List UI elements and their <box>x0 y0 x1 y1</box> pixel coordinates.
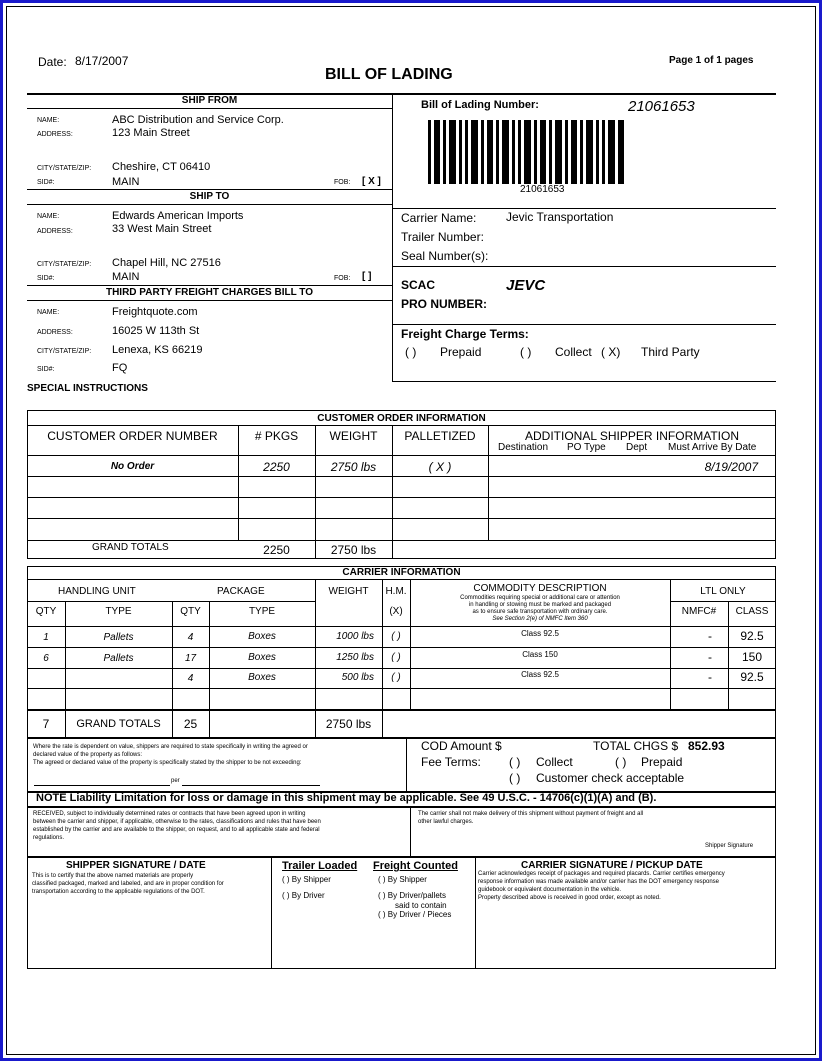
ci-row3-pkg-type: Boxes <box>248 672 276 683</box>
ci-row3-nmfc: - <box>708 670 712 684</box>
freight-by-driver-pieces-checkbox[interactable]: ( ) By Driver / Pieces <box>378 910 452 919</box>
ship-from-city-label: CITY/STATE/ZIP: <box>37 165 92 172</box>
ci-row1-hm-checkbox[interactable]: ( ) <box>391 631 401 642</box>
value-note-1: Where the rate is dependent on value, shippers are required to state specifically in writing the agreed or <box>33 744 308 750</box>
liability-rule-bottom <box>27 806 776 808</box>
bol-number-label: Bill of Lading Number: <box>421 99 539 111</box>
carrier-info-heading: CARRIER INFORMATION <box>342 567 461 578</box>
ship-from-name: ABC Distribution and Service Corp. <box>112 114 284 126</box>
ci-rule-1 <box>27 579 776 580</box>
fee-terms-label: Fee Terms: <box>421 755 481 769</box>
date-value: 8/17/2007 <box>75 54 129 68</box>
carrier-text-3: guidebook or equivalent documentation in the vehicle. <box>478 887 622 893</box>
barcode <box>428 120 624 184</box>
ship-to-city: Chapel Hill, NC 27516 <box>112 257 221 269</box>
commodity-note-1: Commodities requiring special or additional care or attention <box>460 595 620 601</box>
ci-row2-weight: 1250 lbs <box>336 652 374 663</box>
ship-from-fob-label: FOB: <box>334 179 351 186</box>
third-party-name-label: NAME: <box>37 309 60 316</box>
ci-row2-pkg-type: Boxes <box>248 652 276 663</box>
special-instructions-label: SPECIAL INSTRUCTIONS <box>27 383 148 394</box>
ship-to-name: Edwards American Imports <box>112 210 244 222</box>
customer-check-checkbox[interactable]: ( ) <box>509 771 521 785</box>
col-commodity: COMMODITY DESCRIPTION <box>473 583 607 594</box>
ship-from-rule <box>27 189 392 190</box>
co-rule-5 <box>27 518 776 519</box>
ci-row1-hu-type: Pallets <box>103 632 134 643</box>
col-pkg-qty: QTY <box>180 606 201 617</box>
shipper-signature-heading: SHIPPER SIGNATURE / DATE <box>66 860 206 871</box>
ci-row2-hu-qty: 6 <box>43 653 49 664</box>
ci-row3-weight: 500 lbs <box>341 672 374 683</box>
ci-row3-pkg-qty: 4 <box>187 673 194 684</box>
freight-prepaid-label: Prepaid <box>440 345 482 359</box>
ship-to-address-label: ADDRESS: <box>37 228 73 235</box>
value-underline-2 <box>182 785 320 786</box>
seal-number-label: Seal Number(s): <box>401 249 489 263</box>
ci-row2-class: 150 <box>741 650 763 664</box>
freight-terms-rule <box>392 381 776 382</box>
freight-third-party-label: Third Party <box>641 345 700 359</box>
fee-collect-label: Collect <box>536 755 573 769</box>
ci-rule-2 <box>27 626 776 627</box>
co-vline-3 <box>392 425 393 559</box>
col-additional-shipper-info: ADDITIONAL SHIPPER INFORMATION <box>524 429 740 443</box>
trailer-number-label: Trailer Number: <box>401 230 484 244</box>
received-text <box>33 810 321 842</box>
ship-to-sid: MAIN <box>112 271 140 283</box>
ship-from-heading: SHIP FROM <box>181 95 238 106</box>
trailer-by-shipper-checkbox[interactable]: ( ) By Shipper <box>282 875 331 884</box>
carrier-text-2: response information was made available and/or carrier has the DOT emergency response <box>478 879 720 885</box>
ci-row3-class: 92.5 <box>740 670 764 684</box>
received-line-2: between the carrier and shipper, if applicable, otherwise to the rates, classifications and rules that have been <box>33 819 321 825</box>
page-info: Page 1 of 1 pages <box>669 55 754 66</box>
ci-vline-ltl <box>670 579 671 709</box>
shipper-text-1: This is to certify that the above named materials are properly <box>32 873 194 879</box>
ship-to-heading-rule <box>27 204 392 205</box>
scac-rule <box>392 324 776 325</box>
sig-divider-2 <box>475 857 476 969</box>
top-divider <box>392 94 393 381</box>
scac-label: SCAC <box>401 278 436 292</box>
ci-row1-desc: Class 92.5 <box>521 629 559 638</box>
col-ltl-only: LTL ONLY <box>700 586 746 597</box>
ci-rule-3 <box>27 647 776 648</box>
received-line-1: RECEIVED, subject to individually determined rates or contracts that have been agreed upon in writing <box>33 811 306 817</box>
ci-row2-hu-type: Pallets <box>103 653 134 664</box>
ci-rule-sub <box>27 601 315 602</box>
col-palletized: PALLETIZED <box>404 429 476 443</box>
ship-to-address: 33 West Main Street <box>112 223 212 235</box>
co-rule-3 <box>27 476 776 477</box>
third-party-name: Freightquote.com <box>112 306 198 318</box>
pro-number-label: PRO NUMBER: <box>401 297 487 311</box>
carrier-note-1: The carrier shall not make delivery of this shipment without payment of freight and all <box>418 811 644 817</box>
sub-must-arrive: Must Arrive By Date <box>668 442 757 453</box>
third-party-heading: THIRD PARTY FREIGHT CHARGES BILL TO <box>105 287 314 298</box>
third-party-city: Lenexa, KS 66219 <box>112 344 203 356</box>
freight-counted-heading: Freight Counted <box>373 860 458 872</box>
order-number: No Order <box>110 461 155 472</box>
received-divider <box>410 806 411 856</box>
value-note <box>33 743 308 767</box>
ci-vline-hm <box>382 579 383 709</box>
ship-to-name-label: NAME: <box>37 213 60 220</box>
order-must-arrive: 8/19/2007 <box>704 460 758 474</box>
freight-by-driver-pallets-checkbox[interactable]: ( ) By Driver/pallets <box>378 891 447 900</box>
liability-note: NOTE Liability Limitation for loss or damage in this shipment may be applicable. See 49 U.S.C. - 14706(c)(1)(A) and (B). <box>36 792 657 804</box>
ci-rule-5 <box>27 688 776 689</box>
third-party-city-label: CITY/STATE/ZIP: <box>37 348 92 355</box>
col-pkg-type: TYPE <box>248 606 276 617</box>
ship-to-heading: SHIP TO <box>189 191 230 202</box>
received-line-4: regulations. <box>33 835 65 841</box>
third-party-sid: FQ <box>112 362 128 374</box>
ship-from-address: 123 Main Street <box>112 127 190 139</box>
carrier-note-2: other lawful charges. <box>418 819 474 825</box>
order-pkgs: 2250 <box>263 460 290 474</box>
col-class: CLASS <box>735 606 769 617</box>
carrier-name-label: Carrier Name: <box>401 211 477 225</box>
barcode-text: 21061653 <box>520 184 565 195</box>
co-grand-weight: 2750 lbs <box>330 543 377 557</box>
order-weight: 2750 lbs <box>330 460 377 474</box>
freight-prepaid-checkbox[interactable]: ( ) <box>405 345 417 359</box>
fee-prepaid-checkbox[interactable]: ( ) <box>615 755 627 769</box>
cod-amount-label: COD Amount $ <box>421 739 502 753</box>
freight-terms-label: Freight Charge Terms: <box>401 327 529 341</box>
ci-row1-class: 92.5 <box>740 629 764 643</box>
customer-order-heading: CUSTOMER ORDER INFORMATION <box>317 413 486 424</box>
ci-vline-type2 <box>209 601 210 738</box>
commodity-note-4: See Section 2(e) of NMFC Item 360 <box>492 616 588 622</box>
freight-collect-label: Collect <box>555 345 592 359</box>
commodity-note-3: as to ensure safe transportation with ordinary care. <box>472 609 608 615</box>
ship-from-sid: MAIN <box>112 176 140 188</box>
shipper-text-3: transportation according to the applicable regulations of the DOT. <box>32 889 205 895</box>
carrier-signature-heading: CARRIER SIGNATURE / PICKUP DATE <box>521 860 703 871</box>
bol-number: 21061653 <box>628 98 695 115</box>
value-per: per <box>171 778 180 784</box>
value-note-3: The agreed or declared value of the property is specifically stated by the shipper to be not exceeding: <box>33 760 302 766</box>
co-rule-2 <box>27 455 776 456</box>
ship-to-sid-label: SID#: <box>37 275 55 282</box>
col-hu-qty: QTY <box>35 606 57 617</box>
co-vline-2 <box>315 425 316 559</box>
col-ci-weight: WEIGHT <box>328 586 369 597</box>
ship-from-heading-rule <box>27 108 392 109</box>
col-weight: WEIGHT <box>329 429 378 443</box>
ci-grand-pkg-qty: 25 <box>183 717 198 731</box>
ship-from-city: Cheshire, CT 06410 <box>112 161 211 173</box>
co-grand-totals-label: GRAND TOTALS <box>92 542 169 553</box>
ci-row3-desc: Class 92.5 <box>521 670 559 679</box>
signatures-rule <box>27 856 776 858</box>
ci-row3-hm-checkbox[interactable]: ( ) <box>391 672 401 683</box>
ship-to-fob-label: FOB: <box>334 275 351 282</box>
sig-divider-1 <box>271 857 272 969</box>
third-party-address: 16025 W 113th St <box>112 325 200 337</box>
sub-dept: Dept <box>626 442 648 453</box>
ship-from-sid-label: SID#: <box>37 179 55 186</box>
ci-vline-grand <box>382 709 383 738</box>
third-party-heading-rule <box>27 300 392 301</box>
ship-to-rule <box>27 285 392 286</box>
date-label: Date: <box>38 55 67 69</box>
bol-rule <box>392 208 776 209</box>
cod-divider <box>406 738 407 791</box>
third-party-sid-label: SID#: <box>37 366 55 373</box>
freight-said-to-contain: said to contain <box>395 901 447 910</box>
ship-to-fob-checkbox[interactable]: [ ] <box>362 271 372 282</box>
ci-row2-pkg-qty: 17 <box>184 653 197 664</box>
order-palletized-checkbox[interactable]: ( X ) <box>428 460 452 474</box>
shipper-text-2: classified packaged, marked and labeled, and are in proper condition for <box>32 881 224 887</box>
col-handling-unit: HANDLING UNIT <box>58 586 136 597</box>
col-package: PACKAGE <box>217 586 265 597</box>
col-customer-order-number: CUSTOMER ORDER NUMBER <box>47 429 218 443</box>
ship-from-address-label: ADDRESS: <box>37 131 73 138</box>
ci-row1-weight: 1000 lbs <box>336 631 374 642</box>
freight-by-shipper-checkbox[interactable]: ( ) By Shipper <box>378 875 427 884</box>
ci-rule-ltl-sub <box>670 601 776 602</box>
carrier-name: Jevic Transportation <box>506 210 614 224</box>
ci-row1-pkg-type: Boxes <box>248 631 276 642</box>
ci-grand-weight: 2750 lbs <box>325 717 372 731</box>
col-hm-x: (X) <box>389 606 403 617</box>
total-charges-value: 852.93 <box>688 739 725 753</box>
co-rule-6 <box>27 540 776 541</box>
ci-row1-hu-qty: 1 <box>43 632 49 643</box>
shipper-certification <box>32 872 224 896</box>
fee-collect-checkbox[interactable]: ( ) <box>509 755 521 769</box>
co-rule-4 <box>27 497 776 498</box>
ci-row2-hm-checkbox[interactable]: ( ) <box>391 652 401 663</box>
co-grand-pkgs: 2250 <box>263 543 290 557</box>
freight-third-party-checkbox[interactable]: ( X) <box>601 345 621 359</box>
third-party-address-label: ADDRESS: <box>37 329 73 336</box>
ci-rule-6 <box>27 709 776 711</box>
sub-destination: Destination <box>498 442 549 453</box>
commodity-note-2: in handling or stowing must be marked and packaged <box>468 602 612 608</box>
ci-row2-nmfc: - <box>708 650 712 664</box>
sub-po-type: PO Type <box>567 442 606 453</box>
ci-grand-hu-qty: 7 <box>42 717 50 731</box>
carrier-text-4: Property described above is received in good order, except as noted. <box>478 895 661 901</box>
ci-grand-totals-label: GRAND TOTALS <box>76 718 161 730</box>
ci-row1-pkg-qty: 4 <box>187 632 194 643</box>
carrier-acknowledgement <box>478 870 725 902</box>
ci-row1-nmfc: - <box>708 629 712 643</box>
value-underline-1 <box>34 785 170 786</box>
received-line-3: established by the carrier and are available to the shipper, on request, and to all applicable state and federal <box>33 827 320 833</box>
ship-from-fob-checkbox[interactable]: [ X ] <box>362 176 381 187</box>
carrier-text-1: Carrier acknowledges receipt of packages and required placards. Carrier certifies emergency <box>478 871 725 877</box>
fee-prepaid-label: Prepaid <box>641 755 683 769</box>
shipper-signature-label: Shipper Signature <box>705 843 754 849</box>
value-note-2: declared value of the property as follows: <box>33 752 143 758</box>
ci-row2-desc: Class 150 <box>522 650 558 659</box>
barcode-graphic <box>428 120 624 184</box>
co-rule-1 <box>27 425 776 426</box>
carrier-rule <box>392 266 776 267</box>
col-nmfc: NMFC# <box>681 606 717 617</box>
scac-value: JEVC <box>506 277 546 294</box>
col-hm: H.M. <box>385 586 407 597</box>
ship-to-city-label: CITY/STATE/ZIP: <box>37 261 92 268</box>
trailer-loaded-heading: Trailer Loaded <box>282 860 358 872</box>
col-pkgs: # PKGS <box>254 429 299 443</box>
trailer-by-driver-checkbox[interactable]: ( ) By Driver <box>282 891 325 900</box>
total-charges-label: TOTAL CHGS $ <box>593 739 679 753</box>
carrier-delivery-note <box>418 810 643 826</box>
page-title: BILL OF LADING <box>325 66 453 83</box>
freight-collect-checkbox[interactable]: ( ) <box>520 345 532 359</box>
customer-check-label: Customer check acceptable <box>536 771 685 785</box>
commodity-note <box>410 595 670 623</box>
col-hu-type: TYPE <box>105 606 132 617</box>
ci-rule-4 <box>27 668 776 669</box>
ship-from-name-label: NAME: <box>37 117 60 124</box>
